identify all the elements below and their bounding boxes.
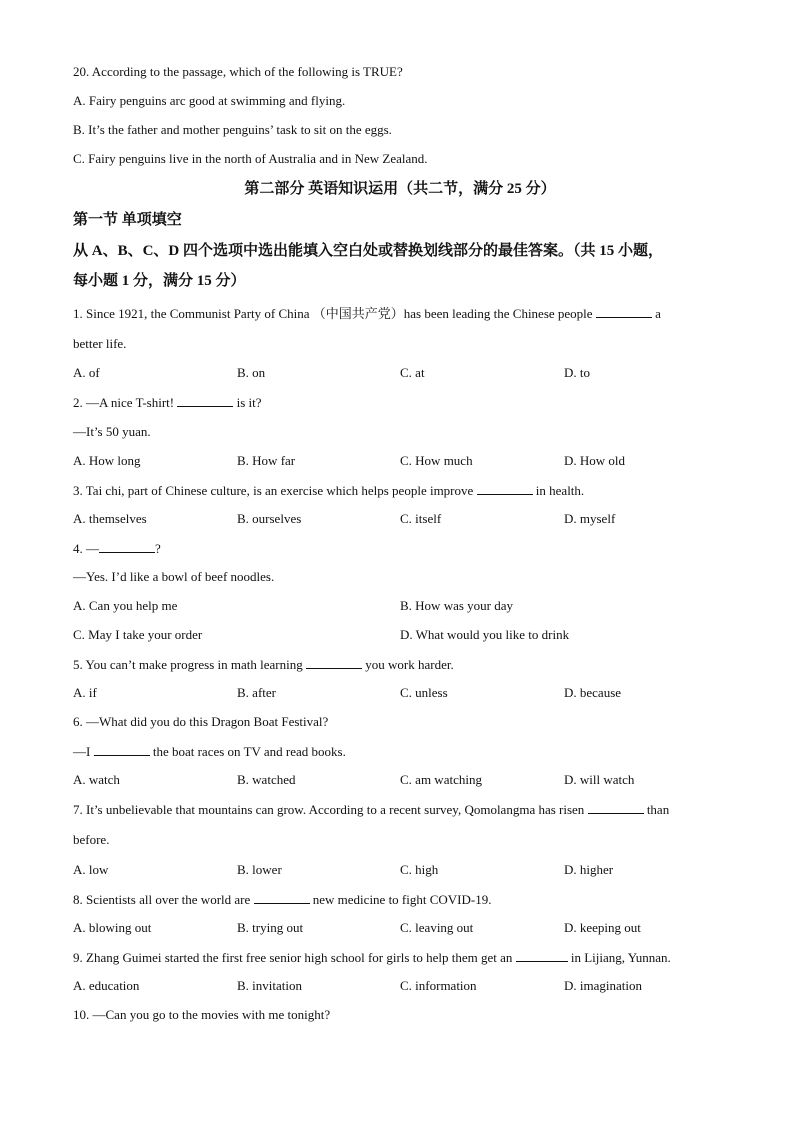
question-7-option-d: D. higher bbox=[564, 862, 614, 877]
answer-blank bbox=[306, 656, 362, 669]
question-6-option-d: D. will watch bbox=[564, 772, 635, 787]
question-7-option-c: C. high bbox=[400, 862, 439, 877]
question-1-option-a: A. of bbox=[73, 365, 100, 380]
question-6-option-b: B. watched bbox=[237, 772, 296, 787]
question-1-option-c: C. at bbox=[400, 365, 425, 380]
answer-blank bbox=[254, 891, 310, 904]
question-2-stem: 2. —A nice T-shirt! is it? bbox=[73, 395, 262, 410]
answer-blank bbox=[516, 949, 568, 962]
question-10-stem: 10. —Can you go to the movies with me tonight? bbox=[73, 1007, 331, 1022]
instruction-line2: 每小题 1 分，满分 15 分） bbox=[73, 273, 246, 289]
question-7-stem-cont: before. bbox=[73, 832, 110, 847]
part2-title: 第二部分 英语知识运用（共二节，满分 25 分） bbox=[244, 181, 556, 197]
question-3-stem: 3. Tai chi, part of Chinese culture, is an exercise which helps people improve in health. bbox=[73, 483, 585, 498]
question-3-option-a: A. themselves bbox=[73, 511, 147, 526]
question-7-option-b: B. lower bbox=[237, 862, 282, 877]
question-8-option-a: A. blowing out bbox=[73, 920, 152, 935]
answer-blank bbox=[99, 540, 155, 553]
question-6-option-a: A. watch bbox=[73, 772, 120, 787]
question-5-option-a: A. if bbox=[73, 685, 97, 700]
instruction-line1: 从 A、B、C、D 四个选项中选出能填入空白处或替换划线部分的最佳答案。（共 15 小题， bbox=[73, 243, 664, 259]
question-9-option-a: A. education bbox=[73, 978, 140, 993]
answer-blank bbox=[588, 801, 644, 814]
question-20-stem: 20. According to the passage, which of the following is TRUE? bbox=[73, 64, 403, 79]
question-20-option-c: C. Fairy penguins live in the north of Australia and in New Zealand. bbox=[73, 151, 428, 166]
answer-blank bbox=[477, 482, 533, 495]
question-8-option-d: D. keeping out bbox=[564, 920, 641, 935]
question-4-stem: 4. — ? bbox=[73, 541, 161, 556]
question-6-option-c: C. am watching bbox=[400, 772, 482, 787]
question-1-stem: 1. Since 1921, the Communist Party of China （中国共产党）has been leading the Chinese people a bbox=[73, 306, 661, 321]
question-7-stem: 7. It’s unbelievable that mountains can grow. According to a recent survey, Qomolangma has risen than bbox=[73, 802, 670, 817]
question-20-option-b: B. It’s the father and mother penguins’ task to sit on the eggs. bbox=[73, 122, 392, 137]
answer-blank bbox=[177, 394, 233, 407]
question-1-option-b: B. on bbox=[237, 365, 266, 380]
question-4-option-d: D. What would you like to drink bbox=[400, 627, 570, 642]
question-4-option-b: B. How was your day bbox=[400, 598, 514, 613]
question-1-stem-cont: better life. bbox=[73, 336, 127, 351]
section1-title: 第一节 单项填空 bbox=[73, 212, 182, 228]
question-5-option-d: D. because bbox=[564, 685, 622, 700]
question-2-option-a: A. How long bbox=[73, 453, 141, 468]
answer-blank bbox=[94, 743, 150, 756]
question-7-option-a: A. low bbox=[73, 862, 109, 877]
question-9-option-c: C. information bbox=[400, 978, 477, 993]
question-3-option-c: C. itself bbox=[400, 511, 442, 526]
question-4-option-c: C. May I take your order bbox=[73, 627, 203, 642]
question-8-option-b: B. trying out bbox=[237, 920, 304, 935]
question-2-reply: —It’s 50 yuan. bbox=[73, 424, 151, 439]
question-3-option-b: B. ourselves bbox=[237, 511, 302, 526]
question-4-option-a: A. Can you help me bbox=[73, 598, 178, 613]
answer-blank bbox=[596, 305, 652, 318]
question-5-option-b: B. after bbox=[237, 685, 276, 700]
question-2-option-b: B. How far bbox=[237, 453, 296, 468]
question-1-option-d: D. to bbox=[564, 365, 590, 380]
question-9-option-b: B. invitation bbox=[237, 978, 302, 993]
question-8-stem: 8. Scientists all over the world are new medicine to fight COVID-19. bbox=[73, 892, 492, 907]
question-2-option-d: D. How old bbox=[564, 453, 626, 468]
question-6-reply: —I the boat races on TV and read books. bbox=[73, 744, 346, 759]
question-4-reply: —Yes. I’d like a bowl of beef noodles. bbox=[73, 569, 275, 584]
question-6-stem: 6. —What did you do this Dragon Boat Festival? bbox=[73, 714, 329, 729]
question-3-option-d: D. myself bbox=[564, 511, 616, 526]
question-20-option-a: A. Fairy penguins arc good at swimming and flying. bbox=[73, 93, 346, 108]
question-5-option-c: C. unless bbox=[400, 685, 448, 700]
question-2-option-c: C. How much bbox=[400, 453, 473, 468]
question-9-stem: 9. Zhang Guimei started the first free senior high school for girls to help them get an in Lijiang, Yunnan. bbox=[73, 950, 671, 965]
question-5-stem: 5. You can’t make progress in math learning you work harder. bbox=[73, 657, 454, 672]
question-9-option-d: D. imagination bbox=[564, 978, 642, 993]
question-8-option-c: C. leaving out bbox=[400, 920, 474, 935]
